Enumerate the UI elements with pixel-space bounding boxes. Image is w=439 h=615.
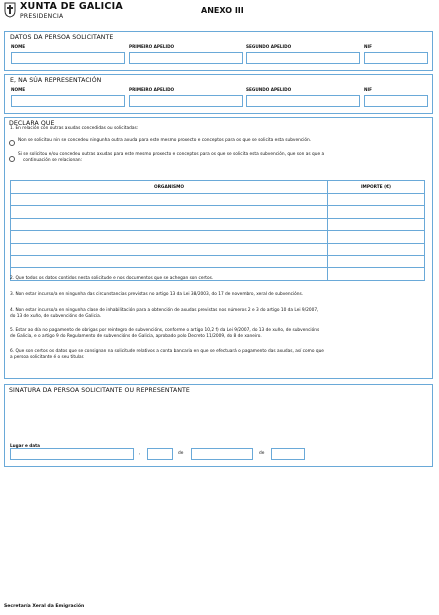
table-row [11,255,425,267]
rep-nif-field[interactable] [364,95,428,107]
table-row [11,231,425,243]
rep-second-surname-field[interactable] [246,95,360,107]
declaration-item-3: 3. Non estar incurso/a en ningunha das circunstancias previstas no artigo 13 da Lei 38/2003, do 17 de novembro, xeral de subvencións. [10,292,304,297]
second-surname-field[interactable] [246,52,360,64]
organism-column-header: ORGANISMO [11,181,328,194]
first-surname-label: PRIMEIRO APELIDO [129,44,175,49]
amount-cell[interactable] [328,218,425,230]
nif-field[interactable] [364,52,428,64]
place-date-label: Lugar e data [10,443,40,448]
amount-cell[interactable] [328,231,425,243]
date-separator-de-2: de [259,451,265,456]
xunta-emblem-icon [4,2,16,18]
table-row [11,206,425,218]
declaration-item-1: 1. En relación con outras axudas concedidas ou solicitadas: [10,126,139,131]
option-other-aid-radio[interactable] [9,156,15,162]
amount-cell[interactable] [328,194,425,206]
nif-label: NIF [364,44,372,49]
amount-column-header: IMPORTE (€) [328,181,425,194]
date-separator-de-1: de [178,451,184,456]
option-other-aid-text-line2: continuación se relacionan: [23,158,83,163]
declaration-item-6-line1: 6. Que son certos os datos que se consignan na solicitude relativos a conta bancaria en que se efectuará o pagamento das axudas, así como que [10,349,324,354]
organism-cell[interactable] [11,231,328,243]
rep-first-surname-label: PRIMEIRO APELIDO [129,87,175,92]
signature-section-title: SINATURA DA PERSOA SOLICITANTE OU REPRESENTANTE [9,387,190,394]
org-name: XUNTA DE GALICIA [20,1,123,12]
footer-text: Secretaría Xeral da Emigración [4,604,85,609]
organism-cell[interactable] [11,194,328,206]
applicant-section [4,31,433,71]
department-name: PRESIDENCIA [20,13,64,20]
option-no-other-aid-radio[interactable] [9,140,15,146]
rep-first-name-label: NOME [11,87,26,92]
rep-first-name-field[interactable] [11,95,125,107]
first-name-label: NOME [11,44,26,49]
declaration-item-5-line2: de Galicia, e o artigo 9 do Regulamento de subvencións de Galicia, aprobado polo Decreto 11/2009, do 8 de xaneiro. [10,334,262,339]
declaration-item-4-line1: 4. Non estar incurso/a en ningunha clase de inhabilitación para a obtención de axudas previstas nos números 2 e 3 do artigo 10 da Lei 9/2007, [10,308,319,313]
declaration-item-4-line2: do 13 de xuño, de subvencións de Galicia. [10,314,102,319]
representative-section-title: E, NA SÚA REPRESENTACIÓN [10,77,102,84]
representative-section [4,74,433,114]
other-aid-table [10,180,425,281]
applicant-section-title: DATOS DA PERSOA SOLICITANTE [10,34,114,41]
option-no-other-aid-text: Non se solicitou nin se concedeu ningunha outra axuda para este mesmo proxecto e conceptos para os que se solicita esta subvención. [18,138,312,143]
option-other-aid-text-line1: Si se solicitou e/ou concedeu outras axudas para este mesmo proxecto e conceptos para os que se solicita esta subvención, que son as que a [18,152,325,157]
table-row [11,194,425,206]
amount-cell[interactable] [328,268,425,280]
amount-cell[interactable] [328,206,425,218]
rep-first-surname-field[interactable] [129,95,243,107]
table-row [11,218,425,230]
declaration-item-5-line1: 5. Estar ao día no pagamento de obrigas por reintegro de subvencións, conforme o artigo 10,2 f) da Lei 9/2007, do 13 de xuño, de subvencións [10,328,320,333]
organism-cell[interactable] [11,243,328,255]
table-row [11,243,425,255]
day-field[interactable] [147,448,173,460]
month-field[interactable] [191,448,253,460]
organism-cell[interactable] [11,218,328,230]
declaration-item-6-line2: a persoa solicitante é o seu titular. [10,355,85,360]
organism-cell[interactable] [11,206,328,218]
declaration-item-2: 2. Que todos os datos contidos nesta solicitude e nos documentos que se achegan son certos. [10,276,214,281]
place-date-separator: , [139,451,141,456]
place-field[interactable] [10,448,134,460]
amount-cell[interactable] [328,255,425,267]
rep-second-surname-label: SEGUNDO APELIDO [246,87,292,92]
annex-title: ANEXO III [201,6,244,15]
second-surname-label: SEGUNDO APELIDO [246,44,292,49]
first-name-field[interactable] [11,52,125,64]
declaration-section-title: DECLARA QUE [9,120,55,127]
first-surname-field[interactable] [129,52,243,64]
amount-cell[interactable] [328,243,425,255]
year-field[interactable] [271,448,305,460]
organism-cell[interactable] [11,255,328,267]
rep-nif-label: NIF [364,87,372,92]
